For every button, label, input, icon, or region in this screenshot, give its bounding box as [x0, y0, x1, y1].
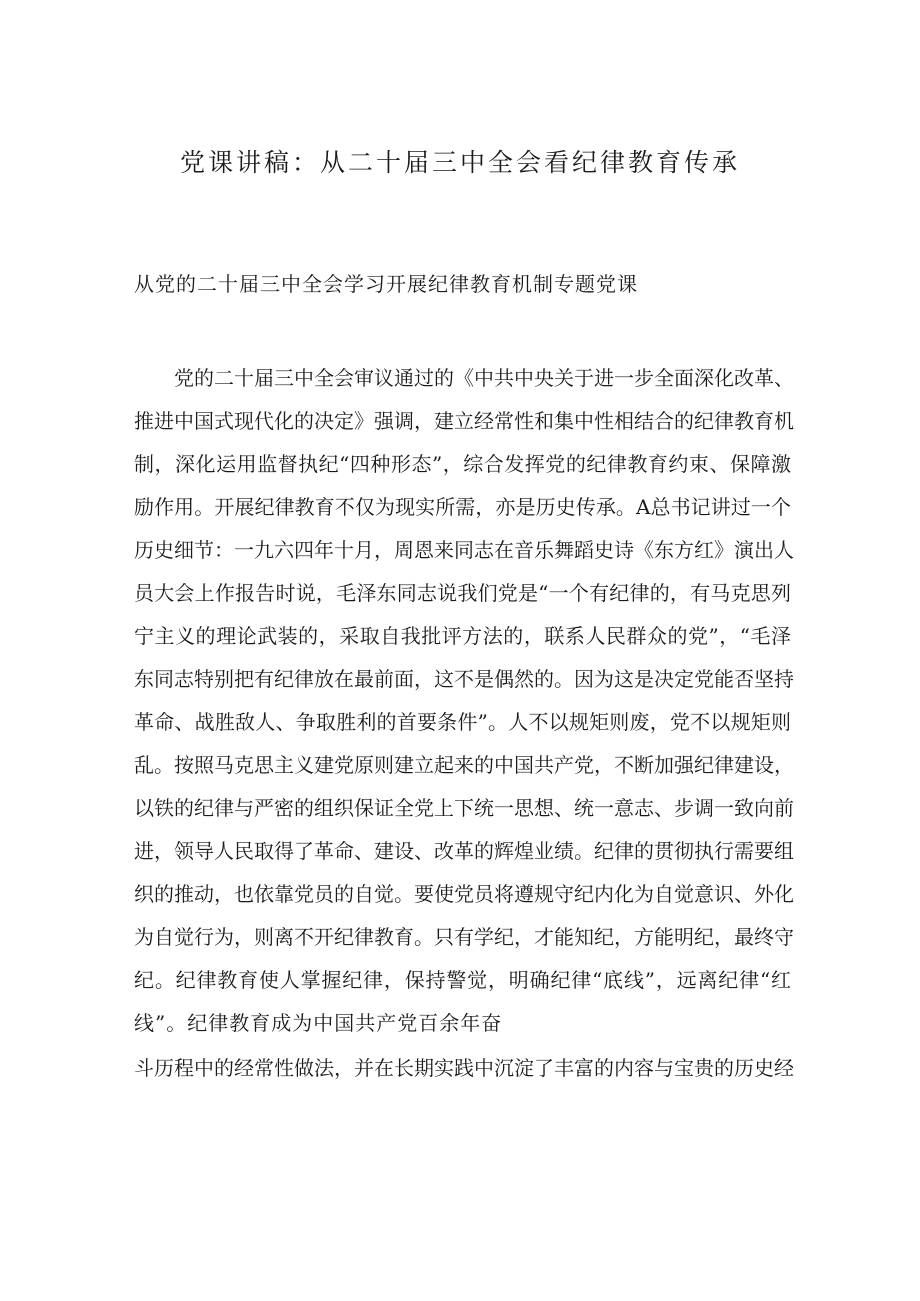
paragraph-line: 推进中国式现代化的决定》强调，建立经常性和集中性相结合的纪律教育机 — [134, 409, 794, 433]
document-subtitle: 从党的二十届三中全会学习开展纪律教育机制专题党课 — [134, 272, 638, 296]
document-title: 党课讲稿：从二十届三中全会看纪律教育传承 — [179, 148, 740, 177]
paragraph-line: 员大会上作报告时说，毛泽东同志说我们党是“一个有纪律的，有马克思列 — [134, 581, 791, 605]
paragraph-line: 乱。按照马克思主义建党原则建立起来的中国共产党，不断加强纪律建设， — [134, 753, 794, 777]
paragraph-line: 以铁的纪律与严密的组织保证全党上下统一思想、统一意志、步调一致向前 — [134, 796, 794, 820]
paragraph-line: 制，深化运用监督执纪“四种形态”，综合发挥党的纪律教育约束、保障激 — [134, 452, 791, 476]
paragraph-line: 东同志特别把有纪律放在最前面，这不是偶然的。因为这是决定党能否坚持 — [134, 667, 794, 691]
paragraph-line: 革命、战胜敌人、争取胜利的首要条件”。人不以规矩则废，党不以规矩则 — [134, 710, 791, 734]
paragraph-line: 为自觉行为，则离不开纪律教育。只有学纪，才能知纪，方能明纪，最终守 — [134, 925, 794, 949]
paragraph-line: 宁主义的理论武装的，采取自我批评方法的，联系人民群众的党”，“毛泽 — [134, 624, 791, 648]
paragraph-line: 织的推动，也依靠党员的自觉。要使党员将遵规守纪内化为自觉意识、外化 — [134, 882, 794, 906]
paragraph-line: 历史细节：一九六四年十月，周恩来同志在音乐舞蹈史诗《东方红》演出人 — [134, 538, 794, 562]
paragraph-line: 励作用。开展纪律教育不仅为现实所需，亦是历史传承。A总书记讲过一个 — [134, 495, 791, 519]
paragraph-line: 斗历程中的经常性做法，并在长期实践中沉淀了丰富的内容与宝贵的历史经 — [134, 1056, 794, 1080]
paragraph-line: 线”。纪律教育成为中国共产党百余年奋 — [134, 1011, 503, 1035]
paragraph-line: 纪。纪律教育使人掌握纪律，保持警觉，明确纪律“底线”，远离纪律“红 — [134, 968, 791, 992]
paragraph-line: 党的二十届三中全会审议通过的《中共中央关于进一步全面深化改革、 — [174, 366, 794, 390]
paragraph-line: 进，领导人民取得了革命、建设、改革的辉煌业绩。纪律的贯彻执行需要组 — [134, 839, 794, 863]
